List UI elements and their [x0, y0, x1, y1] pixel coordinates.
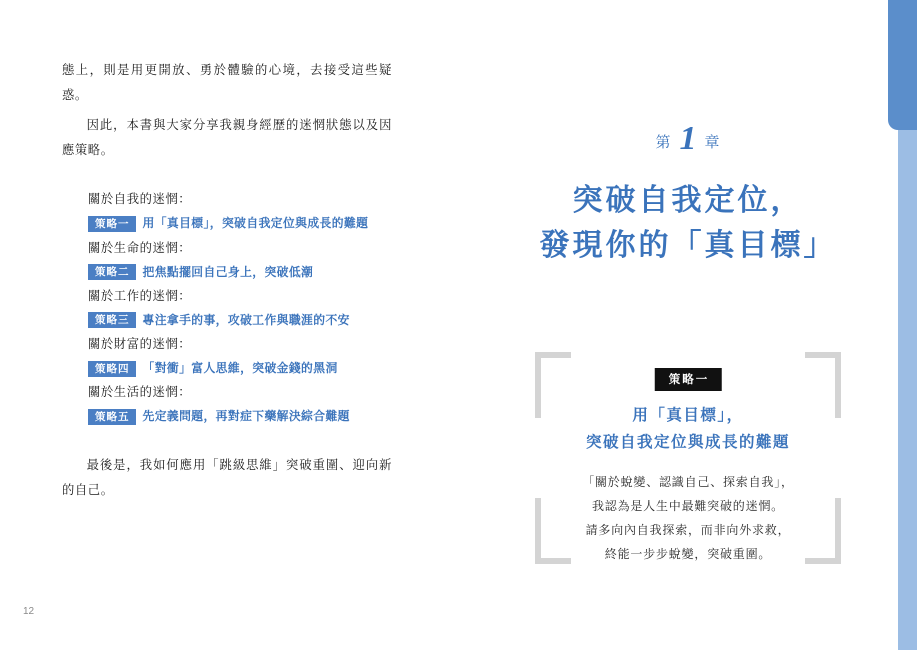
callout-quote-line-1: 「關於蛻變、認識自己、探索自我」，	[582, 475, 794, 489]
callout-heading-line-1: 用「真目標」，	[632, 407, 744, 424]
strategy-tag-5: 策略五	[88, 409, 136, 425]
section-label-work: 關於工作的迷惘：	[88, 288, 192, 303]
chapter-title-line-2: 發現你的「真目標」	[539, 229, 837, 262]
chapter-title	[459, 178, 917, 268]
callout-quote-line-3: 請多向內自我探索，而非向外求救，	[585, 523, 791, 537]
strategy-item-3[interactable]	[62, 310, 392, 331]
strategy-tag-3: 策略三	[88, 312, 136, 328]
strategy-text-2: 把焦點擺回自己身上，突破低潮	[142, 264, 314, 279]
strategy-tag-1: 策略一	[88, 216, 136, 232]
strategy-callout-box	[535, 352, 841, 564]
edge-decoration-top	[898, 0, 917, 130]
edge-decoration-notch	[888, 0, 898, 130]
strategy-text-4: 「對衝」富人思維，突破金錢的黑洞	[142, 360, 338, 375]
chapter-suffix-label: 章	[704, 135, 721, 151]
section-label-living: 關於生活的迷惘：	[88, 385, 192, 400]
chapter-number: 1	[679, 120, 697, 157]
paragraph-2: 因此，本書與大家分享我親身經歷的迷惘狀態以及因應策略。	[62, 118, 392, 157]
strategy-item-4[interactable]	[62, 358, 392, 379]
strategy-tag-4: 策略四	[88, 361, 136, 377]
callout-quote	[535, 470, 841, 566]
section-label-wealth: 關於財富的迷惘：	[88, 336, 192, 351]
callout-tag: 策略一	[655, 368, 722, 391]
callout-quote-line-4: 終能一步步蛻變，突破重圍。	[604, 547, 772, 561]
spacer	[62, 168, 392, 188]
strategy-item-5[interactable]	[62, 406, 392, 427]
callout-heading-line-2: 突破自我定位與成長的難題	[585, 434, 790, 452]
strategy-item-1[interactable]	[62, 213, 392, 234]
page-number: 12	[23, 606, 35, 617]
right-page	[459, 0, 917, 650]
edge-decoration-bottom	[898, 130, 917, 650]
strategy-item-2[interactable]	[62, 262, 392, 283]
left-page-body	[62, 58, 392, 509]
chapter-number-row	[459, 118, 917, 156]
section-label-life: 關於生命的迷惘：	[88, 240, 192, 255]
closing-paragraph: 最後是，我如何應用「跳級思維」突破重圍、迎向新的自己。	[62, 458, 392, 497]
strategy-text-5: 先定義問題，再對症下藥解決綜合難題	[142, 409, 350, 424]
chapter-prefix-label: 第	[655, 135, 672, 151]
strategy-text-1: 用「真目標」，突破自我定位與成長的難題	[142, 216, 369, 231]
paragraph-1: 態上，則是用更開放、勇於體驗的心境，去接受這些疑惑。	[62, 63, 392, 102]
callout-heading	[535, 402, 841, 456]
chapter-title-line-1: 突破自我定位，	[572, 184, 804, 217]
strategy-text-3: 專注拿手的事，攻破工作與職涯的不安	[142, 312, 350, 327]
callout-quote-line-2: 我認為是人生中最難突破的迷惘。	[591, 499, 784, 513]
strategy-tag-2: 策略二	[88, 264, 136, 280]
section-label-self: 關於自我的迷惘：	[88, 192, 192, 207]
